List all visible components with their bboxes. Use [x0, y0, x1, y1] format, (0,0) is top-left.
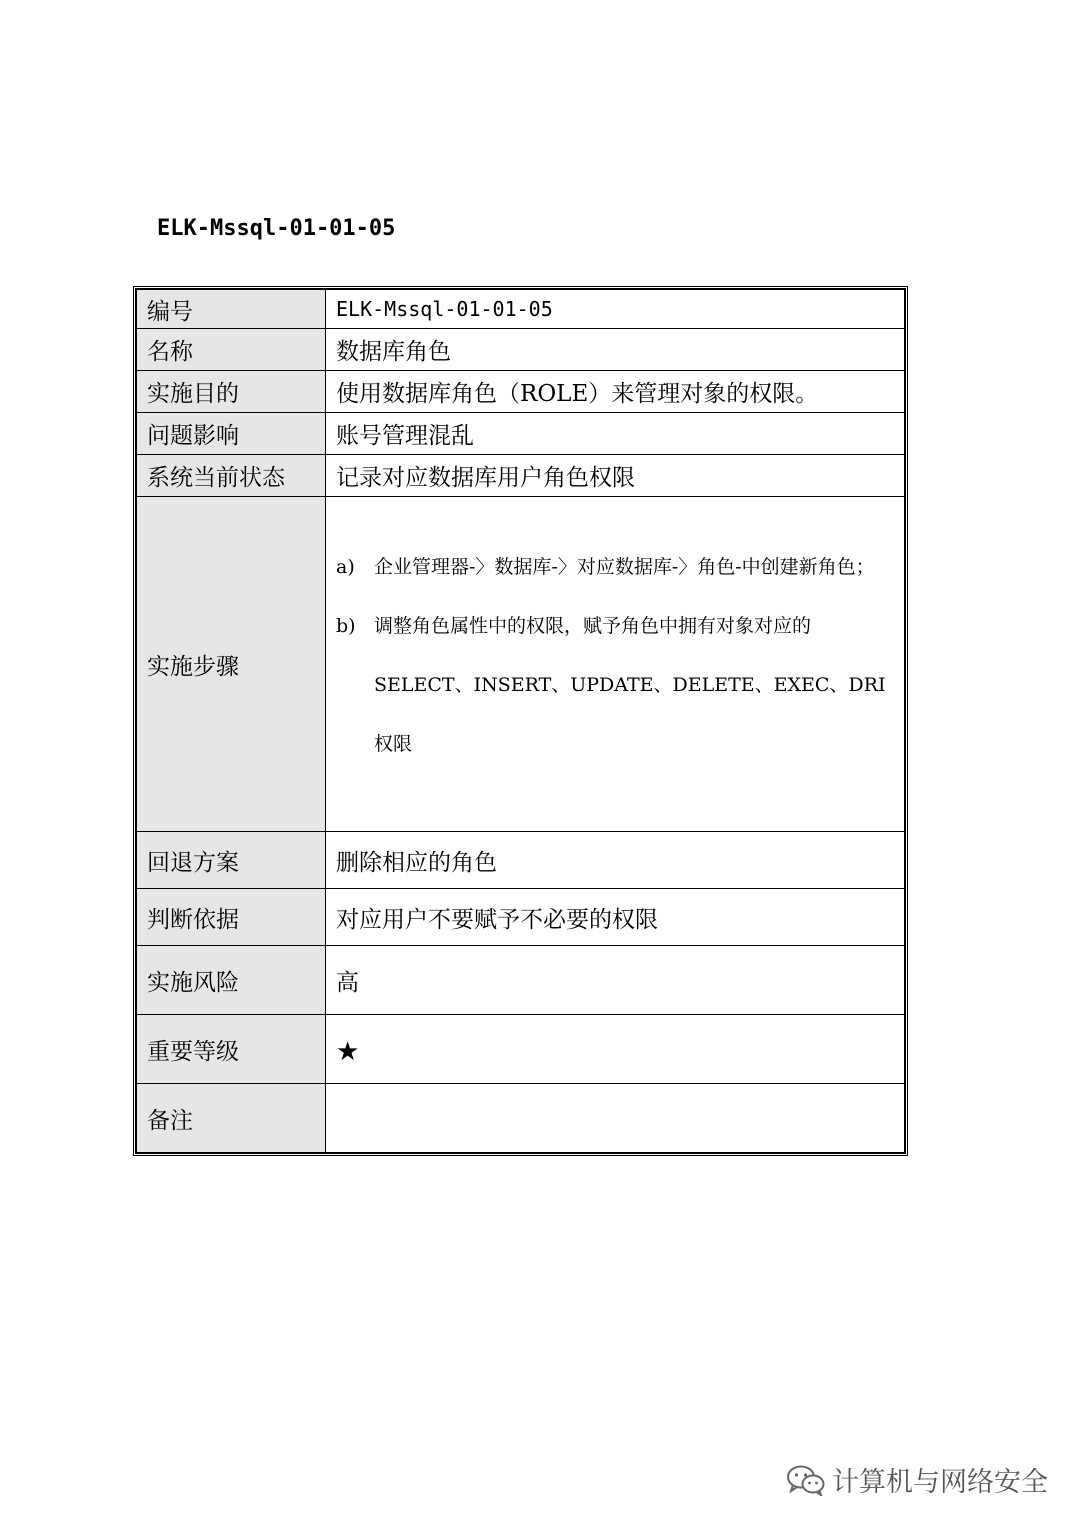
- row-value: 删除相应的角色: [326, 832, 905, 889]
- row-value: 数据库角色: [326, 329, 905, 371]
- row-label: 系统当前状态: [137, 455, 326, 497]
- document-title: ELK-Mssql-01-01-05: [157, 216, 396, 241]
- step-label: a): [336, 556, 355, 578]
- row-value: 对应用户不要赋予不必要的权限: [326, 889, 905, 946]
- step-label: b): [336, 615, 356, 637]
- row-value: 使用数据库角色（ROLE）来管理对象的权限。: [326, 371, 905, 413]
- row-label: 备注: [137, 1084, 326, 1153]
- watermark: [786, 1460, 1048, 1499]
- steps-cell: [326, 497, 905, 832]
- table-row: [137, 413, 905, 455]
- row-label: 编号: [137, 290, 326, 329]
- list-item: [336, 597, 894, 774]
- table-row: [137, 889, 905, 946]
- watermark-text: 计算机与网络安全: [832, 1467, 1048, 1498]
- row-label: 实施风险: [137, 946, 326, 1015]
- step-text: 企业管理器-〉数据库-〉对应数据库-〉角色-中创建新角色；: [374, 556, 875, 578]
- table-row: [137, 946, 905, 1015]
- security-config-table: [133, 286, 908, 1156]
- row-label: 实施步骤: [137, 497, 326, 832]
- row-value: 账号管理混乱: [326, 413, 905, 455]
- row-label: 判断依据: [137, 889, 326, 946]
- table-row: [137, 832, 905, 889]
- importance-cell: [326, 1015, 905, 1084]
- row-value: 记录对应数据库用户角色权限: [326, 455, 905, 497]
- table-row: [137, 329, 905, 371]
- table-row: [137, 455, 905, 497]
- row-label: 问题影响: [137, 413, 326, 455]
- row-value: ELK-Mssql-01-01-05: [326, 290, 905, 329]
- table-row: [137, 1015, 905, 1084]
- list-item: [336, 538, 894, 597]
- table-row: [137, 290, 905, 329]
- row-label: 重要等级: [137, 1015, 326, 1084]
- table-row: [137, 497, 905, 832]
- row-value: [326, 1084, 905, 1153]
- row-value: 高: [326, 946, 905, 1015]
- steps-list: [336, 538, 894, 774]
- row-label: 名称: [137, 329, 326, 371]
- row-label: 回退方案: [137, 832, 326, 889]
- table-row: [137, 1084, 905, 1153]
- step-text: 调整角色属性中的权限，赋予角色中拥有对象对应的SELECT、INSERT、UPDATE、DELETE、EXEC、DRI 权限: [374, 615, 886, 755]
- row-label: 实施目的: [137, 371, 326, 413]
- table-row: [137, 371, 905, 413]
- wechat-icon: [786, 1464, 826, 1496]
- star-icon: ★: [336, 1037, 360, 1067]
